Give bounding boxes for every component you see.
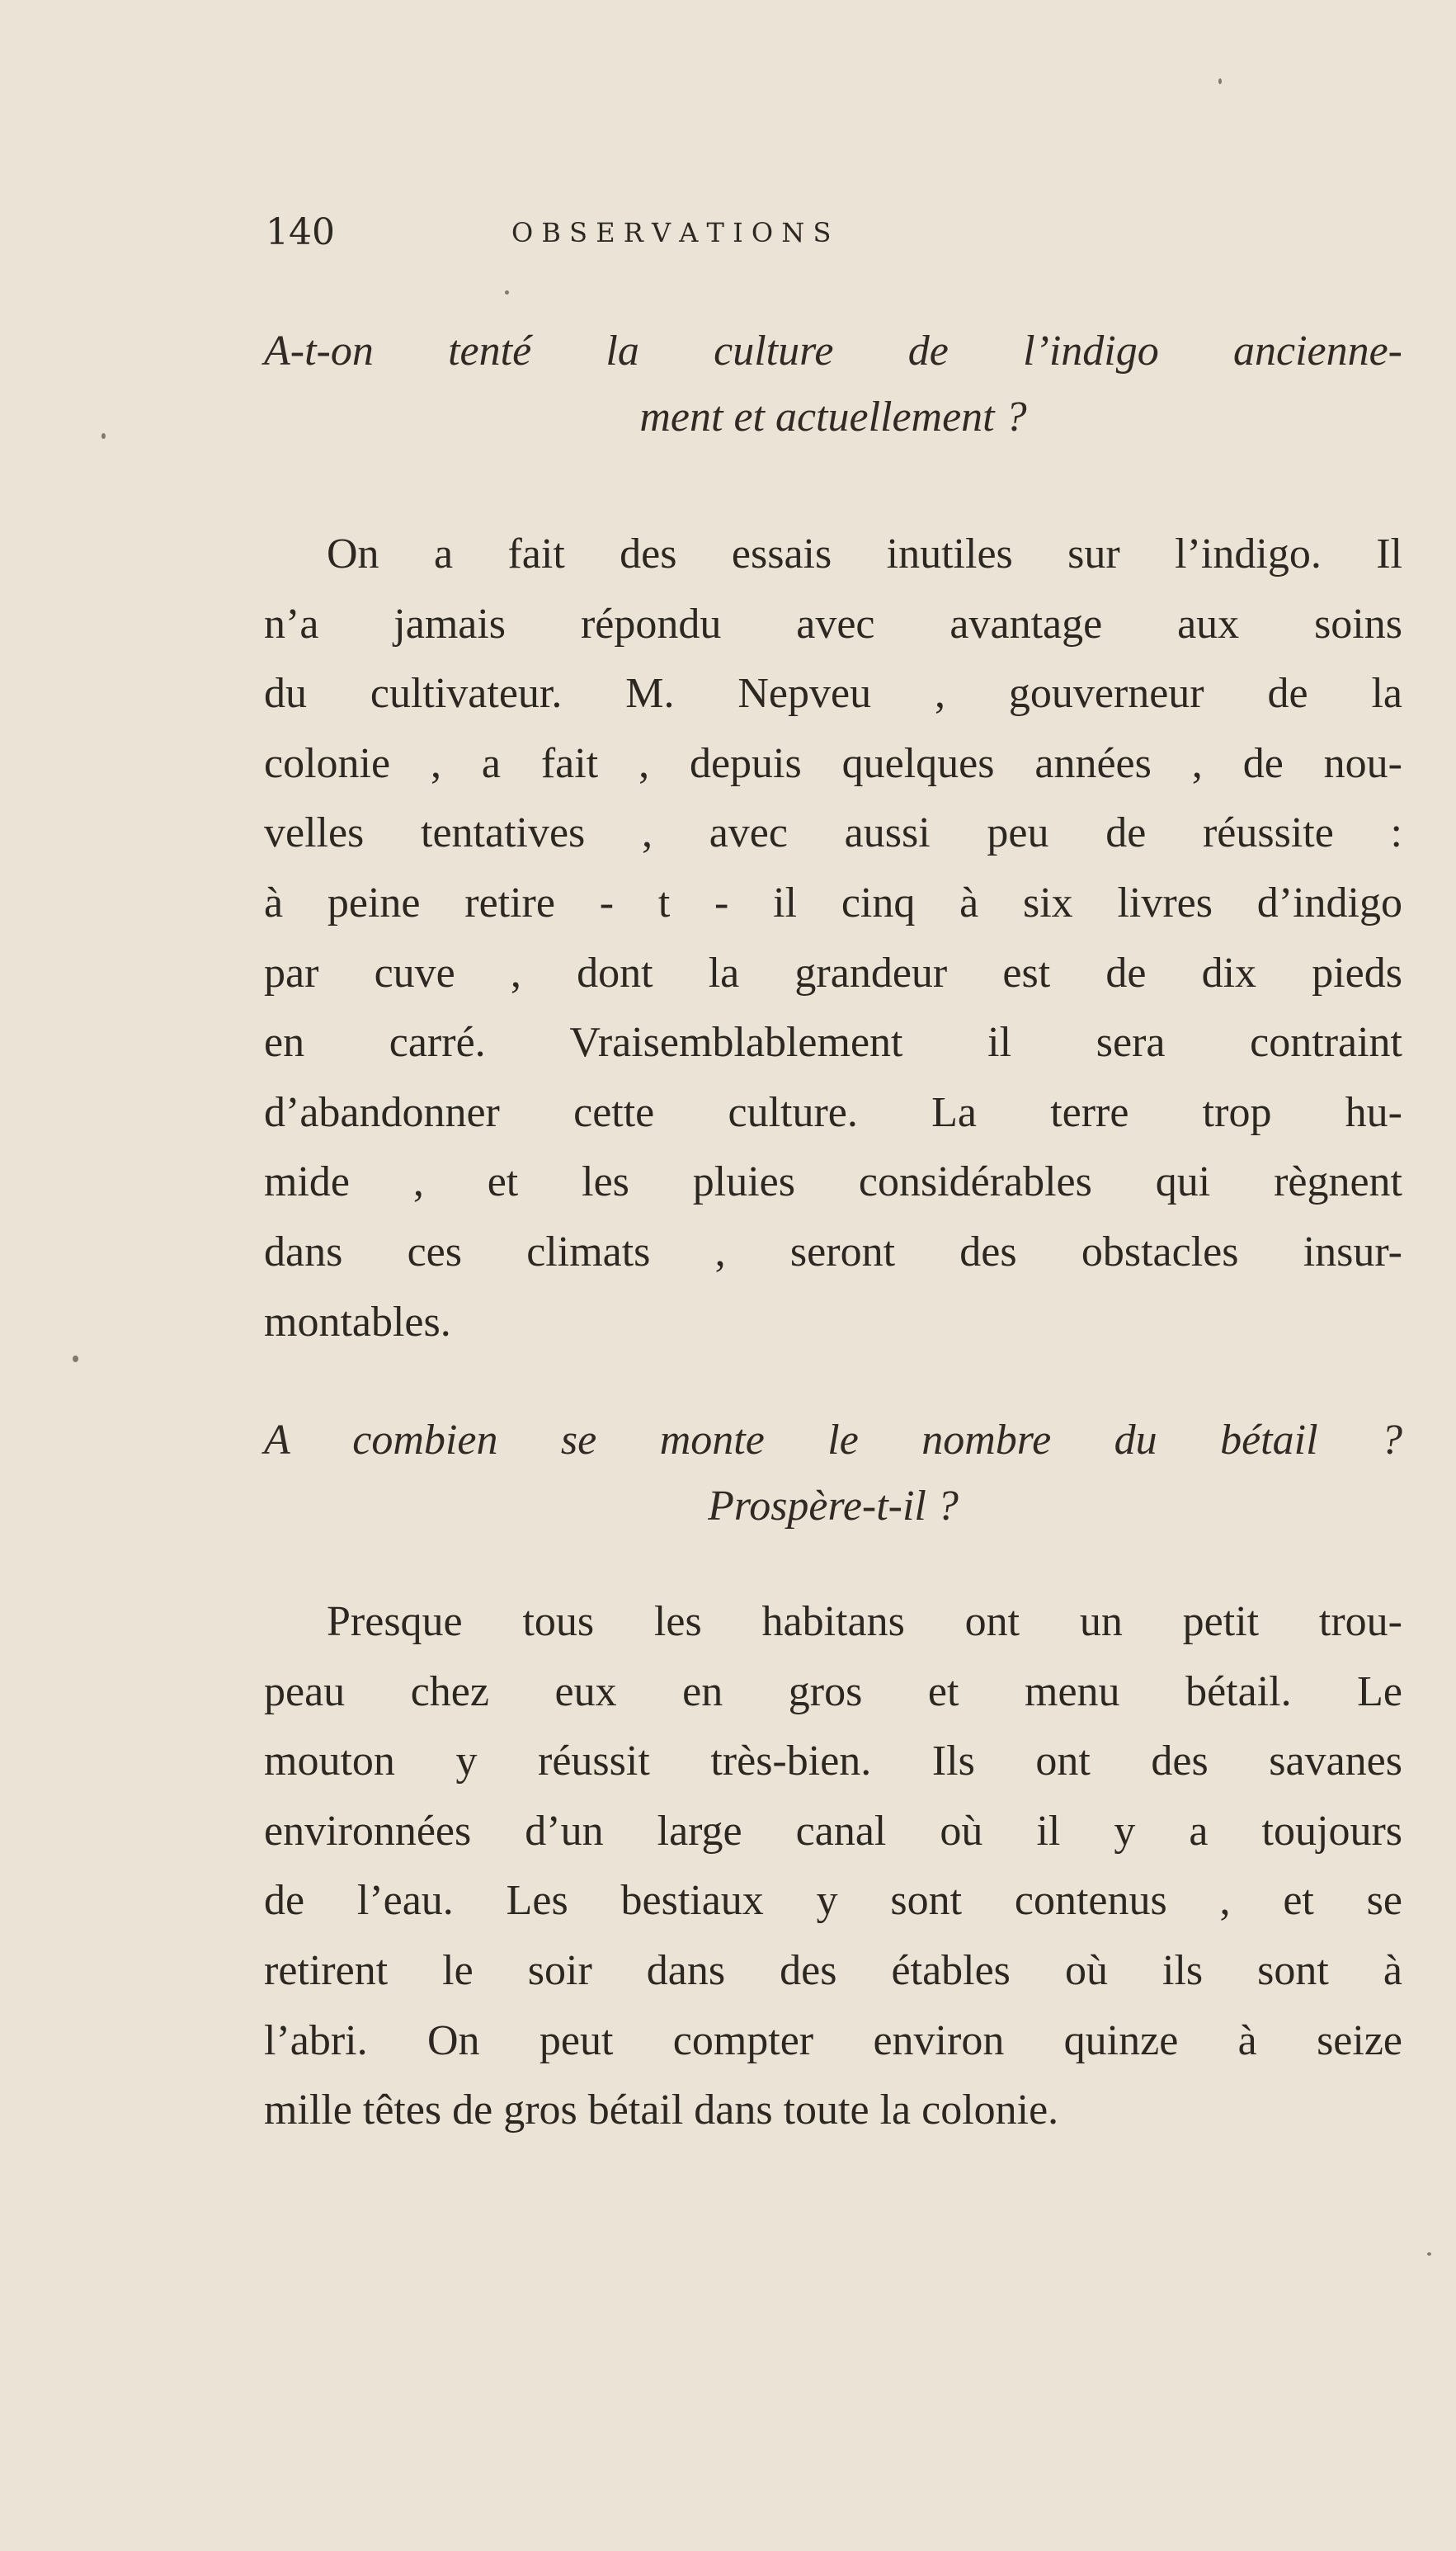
answer-line: à peine retire - t - il cinq à six livres d’indigo: [264, 879, 1402, 927]
answer-line: d’abandonner cette culture. La terre trop hu-: [264, 1088, 1402, 1136]
answer-line: de l’eau. Les bestiaux y sont contenus , et se: [264, 1877, 1402, 1925]
answer-line: par cuve , dont la grandeur est de dix pieds: [264, 949, 1402, 997]
answer-line: environnées d’un large canal où il y a toujours: [264, 1807, 1402, 1855]
answer-line: l’abri. On peut compter environ quinze à seize: [264, 2016, 1402, 2064]
answer-line: colonie , a fait , depuis quelques années , de nou-: [264, 739, 1402, 787]
answer-line: en carré. Vraisemblablement il sera contraint: [264, 1019, 1402, 1067]
running-head: [266, 200, 1190, 266]
answer-line: velles tentatives , avec aussi peu de réussite :: [264, 809, 1402, 857]
ink-speck: [73, 1356, 78, 1362]
question-line: Prospère-t-il ?: [708, 1483, 959, 1530]
page-number: 140: [266, 211, 335, 253]
answer-line: du cultivateur. M. Nepveu , gouverneur de la: [264, 670, 1402, 718]
answer-line: On a fait des essais inutiles sur l’indigo. Il: [327, 530, 1402, 578]
answer-line: peau chez eux en gros et menu bétail. Le: [264, 1667, 1402, 1715]
answer-indigo: [264, 520, 1402, 1357]
ink-speck: [101, 433, 106, 439]
ink-speck: [1427, 2252, 1431, 2256]
question-line: A-t-on tenté la culture de l’indigo ancienne-: [264, 328, 1402, 375]
answer-line: mille têtes de gros bétail dans toute la colonie.: [264, 2087, 1059, 2134]
answer-line: n’a jamais répondu avec avantage aux soins: [264, 600, 1402, 648]
ink-speck: [1218, 78, 1222, 84]
question-indigo: [264, 318, 1402, 450]
answer-cattle: [264, 1587, 1402, 2146]
answer-line: Presque tous les habitans ont un petit trou-: [327, 1598, 1402, 1645]
question-line: A combien se monte le nombre du bétail ?: [264, 1417, 1402, 1464]
answer-line: mide , et les pluies considérables qui règnent: [264, 1158, 1402, 1206]
answer-line: montables.: [264, 1298, 451, 1346]
question-line: ment et actuellement ?: [639, 394, 1027, 441]
running-title: O B S E R V A T I O N S: [511, 217, 832, 248]
answer-line: dans ces climats , seront des obstacles insur-: [264, 1228, 1402, 1276]
answer-line: mouton y réussit très-bien. Ils ont des savanes: [264, 1738, 1402, 1785]
question-cattle: [264, 1408, 1402, 1540]
answer-line: retirent le soir dans des étables où ils sont à: [264, 1946, 1402, 1994]
ink-speck: [505, 290, 509, 295]
